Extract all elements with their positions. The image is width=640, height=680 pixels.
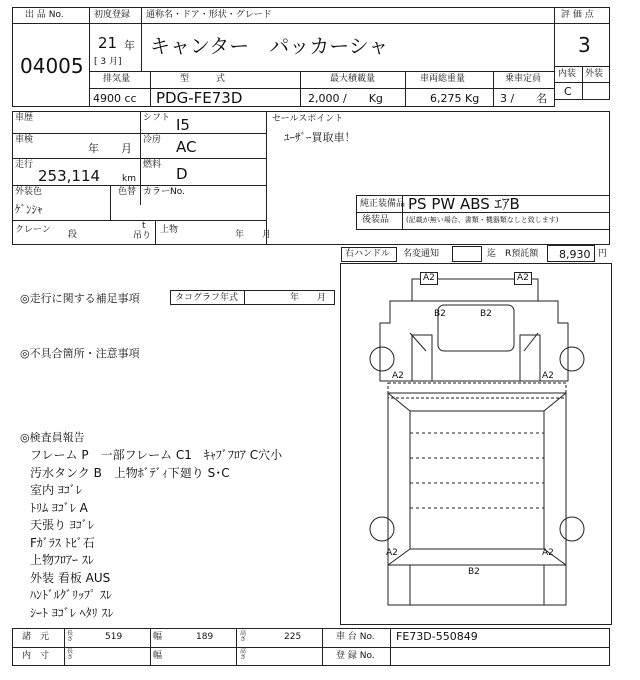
inspector-title: ◎検査員報告 xyxy=(20,431,85,444)
height-label: 高さ xyxy=(240,630,247,643)
driving-notes-title: ◎走行に関する補足事項 xyxy=(20,292,140,305)
mileage: 253,114 xyxy=(38,167,101,185)
aftermarket-note: (記載が無い場合、書類・機器類なしと致します) xyxy=(406,216,559,224)
name-change-box xyxy=(452,246,482,262)
inspector-line: ﾊﾝﾄﾞﾙｸﾞﾘｯﾌﾟ ｽﾚ xyxy=(30,588,112,602)
inspector-line: 室内 ﾖｺﾞﾚ xyxy=(30,483,82,497)
sales-text: ﾕｰｻﾞｰ買取車！ xyxy=(284,131,356,144)
year-unit: 年 xyxy=(124,39,135,52)
overall-grade: 3 xyxy=(578,33,591,57)
height: 225 xyxy=(284,632,302,642)
max-load: 2,000 / Kg xyxy=(308,92,383,105)
history-label: 車歴 xyxy=(15,113,34,123)
height-label: 高さ xyxy=(240,648,247,661)
damage-mark: A2 xyxy=(542,548,554,558)
specs-label: 諸 元 xyxy=(22,632,50,642)
displacement-label: 排気量 xyxy=(103,74,131,84)
crane-t: t xyxy=(142,221,146,231)
mileage-label: 走行 xyxy=(15,160,34,170)
grade-label: 評 価 点 xyxy=(561,10,594,20)
registration-label: 登 録 No. xyxy=(336,651,375,661)
r-label: R預託額 xyxy=(505,249,539,259)
crane-stage: 段 xyxy=(68,230,78,240)
first-reg-month: [ 3 月] xyxy=(94,57,122,67)
damage-mark: B2 xyxy=(480,309,492,319)
inspector-line: ﾄﾘﾑ ﾖｺﾞﾚ A xyxy=(30,500,88,515)
inspection: 年 月 xyxy=(88,142,132,155)
damage-mark: A2 xyxy=(420,272,438,285)
inspector-line: フレーム P 一部フレーム C1 ｷｬﾌﾞﾌﾛｱ C穴小 xyxy=(30,448,283,462)
body-date: 年 月 xyxy=(235,230,272,240)
inspector-line: 天張り ﾖｺﾞﾚ xyxy=(30,518,94,532)
color: ｹﾞﾝｼｬ xyxy=(15,203,43,216)
gross-weight: 6,275 Kg xyxy=(430,92,480,105)
inspector-lines xyxy=(30,446,282,621)
gross-weight-label: 車両総重量 xyxy=(420,74,466,84)
vehicle-name: キャンター パッカーシャ xyxy=(150,34,389,58)
model: PDG-FE73D xyxy=(156,89,243,107)
lot-label: 出 品 No. xyxy=(25,10,64,20)
damage-mark: B2 xyxy=(434,309,446,319)
capacity-label: 乗車定員 xyxy=(505,74,542,84)
tachograph-date: 年 月 xyxy=(290,293,327,303)
max-load-label: 最大積載量 xyxy=(330,74,376,84)
steering: 右ハンドル xyxy=(345,249,391,259)
interior-dimensions-label: 内 寸 xyxy=(22,651,50,661)
interior-grade: C xyxy=(564,85,572,98)
inspector-line: Fｶﾞﾗｽ ﾄﾋﾞ石 xyxy=(30,535,95,550)
interior-label: 内装 xyxy=(558,69,577,79)
displacement: 4900 cc xyxy=(93,92,137,105)
model-label: 型 式 xyxy=(180,74,226,84)
deadline-label: 迄 xyxy=(487,249,497,259)
equipment-label: 純正装備品 xyxy=(360,199,406,209)
inspector-line: 上物ﾌﾛｱｰ ｽﾚ xyxy=(30,553,94,567)
width: 189 xyxy=(196,632,214,642)
equipment: PS PW ABS ｴｱB xyxy=(408,195,520,213)
inspector-line: 外装 看板 AUS xyxy=(30,570,111,585)
r-amount: 8,930 xyxy=(559,248,591,261)
name-label: 通称名・ドア・形状・グレード xyxy=(146,10,272,20)
r-unit: 円 xyxy=(598,249,608,259)
chassis-number: FE73D-550849 xyxy=(396,630,478,643)
width-label: 幅 xyxy=(153,651,163,661)
length-label: 長さ xyxy=(67,630,74,643)
name-change-label: 名変通知 xyxy=(403,249,440,259)
first-reg-year: 21 xyxy=(98,34,118,52)
color-change-label: 色替 xyxy=(118,187,137,197)
first-reg-label: 初度登録 xyxy=(94,10,131,20)
defects-title: ◎不具合箇所・注意事項 xyxy=(20,347,140,360)
aftermarket-label: 後装品 xyxy=(362,215,390,225)
ac-label: 冷房 xyxy=(143,135,162,145)
mileage-unit: km xyxy=(122,174,136,184)
damage-mark: A2 xyxy=(386,548,398,558)
capacity: 3 / 名 xyxy=(500,92,548,105)
damage-mark: A2 xyxy=(392,371,404,381)
color-label: 外装色 xyxy=(15,187,43,197)
length-label: 長さ xyxy=(67,648,74,661)
inspector-line: 汚水タンク B 上物ﾎﾞﾃﾞｨ下廻り S･C xyxy=(30,465,230,480)
sales-label: セールスポイント xyxy=(272,114,344,124)
shift: I5 xyxy=(176,116,190,134)
shift-label: シフト xyxy=(143,113,171,123)
ac: AC xyxy=(176,138,197,156)
lot-number: 04005 xyxy=(20,54,84,78)
chassis-label: 車 台 No. xyxy=(336,632,375,642)
damage-mark: A2 xyxy=(514,272,532,285)
crane-label: クレーン xyxy=(15,225,51,235)
crane-lift: 吊り xyxy=(133,231,152,241)
damage-mark: B2 xyxy=(468,567,480,577)
color-code-label: カラーNo. xyxy=(143,187,185,197)
body-label: 上物 xyxy=(160,225,179,235)
width-label: 幅 xyxy=(153,632,163,642)
damage-mark: A2 xyxy=(542,371,554,381)
length: 519 xyxy=(105,632,123,642)
fuel-label: 燃料 xyxy=(143,160,162,170)
exterior-label: 外装 xyxy=(585,69,604,79)
tachograph-label: タコグラフ年式 xyxy=(175,293,239,303)
inspection-label: 車検 xyxy=(15,135,34,145)
fuel: D xyxy=(176,165,188,183)
inspector-line: ｼｰﾄ ﾖｺﾞﾚ ﾍﾀﾘ ｽﾚ xyxy=(30,605,114,620)
